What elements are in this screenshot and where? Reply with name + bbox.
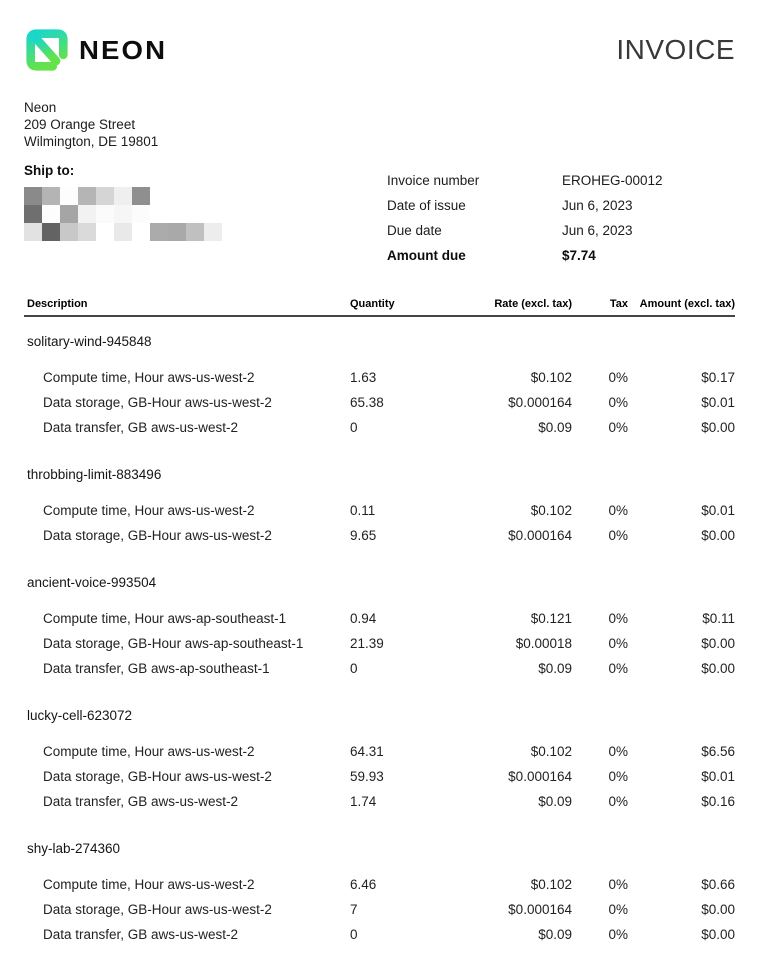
company-name: Neon [24,100,57,115]
cell-quantity: 21.39 [350,636,384,651]
redacted-pixel [204,205,222,223]
cell-quantity: 0 [350,420,358,435]
redacted-pixel [186,223,204,241]
cell-description: Compute time, Hour aws-us-west-2 [43,877,255,892]
cell-tax: 0% [608,744,628,759]
redacted-pixel [222,187,240,205]
meta-value: $7.74 [562,248,596,263]
project-group [24,841,735,947]
cell-quantity: 0 [350,927,358,942]
cell-quantity: 59.93 [350,769,384,784]
cell-amount: $6.56 [701,744,735,759]
meta-label: Amount due [387,248,466,263]
cell-tax: 0% [608,370,628,385]
redacted-pixel [204,223,222,241]
redacted-pixel [60,187,78,205]
redacted-pixel [114,187,132,205]
invoice-header [24,0,735,74]
meta-label: Invoice number [387,173,480,188]
cell-description: Data storage, GB-Hour aws-ap-southeast-1 [43,636,304,651]
cell-description: Compute time, Hour aws-us-west-2 [43,370,255,385]
header-quantity: Quantity [350,298,395,310]
ship-to-label: Ship to: [24,163,75,178]
cell-tax: 0% [608,528,628,543]
redacted-pixel [42,187,60,205]
redacted-pixel [24,205,42,223]
redacted-pixel [42,205,60,223]
cell-quantity: 65.38 [350,395,384,410]
project-group [24,334,735,440]
project-group-name: solitary-wind-945848 [27,334,152,349]
cell-quantity: 1.63 [350,370,377,385]
cell-quantity: 9.65 [350,528,377,543]
brand [24,27,168,73]
cell-rate: $0.102 [530,877,572,892]
cell-rate: $0.102 [530,744,572,759]
cell-rate: $0.09 [538,420,572,435]
project-group-name: throbbing-limit-883496 [27,467,162,482]
meta-value: Jun 6, 2023 [562,223,633,238]
table-row [24,656,735,681]
cell-tax: 0% [608,661,628,676]
redacted-pixel [168,205,186,223]
ship-and-meta-section [24,163,735,269]
cell-rate: $0.000164 [508,902,572,917]
cell-amount: $0.00 [701,420,735,435]
redacted-pixel [42,223,60,241]
redacted-pixel [60,205,78,223]
cell-rate: $0.09 [538,794,572,809]
redacted-pixel [78,223,96,241]
cell-tax: 0% [608,927,628,942]
redacted-pixel [222,223,240,241]
table-header-row [24,298,735,310]
redacted-pixel [24,223,42,241]
cell-description: Data storage, GB-Hour aws-us-west-2 [43,528,272,543]
redacted-pixel [114,205,132,223]
cell-description: Data storage, GB-Hour aws-us-west-2 [43,769,272,784]
neon-logo-icon [24,27,70,73]
cell-amount: $0.00 [701,902,735,917]
cell-amount: $0.00 [701,661,735,676]
meta-label: Date of issue [387,198,466,213]
table-row [24,631,735,656]
project-group-name: lucky-cell-623072 [27,708,133,723]
redacted-pixel [96,223,114,241]
cell-amount: $0.01 [701,503,735,518]
cell-rate: $0.09 [538,661,572,676]
redacted-pixel [186,205,204,223]
page-title: INVOICE [616,34,735,65]
table-row [24,498,735,523]
cell-amount: $0.01 [701,395,735,410]
table-row [24,922,735,947]
redacted-pixel [78,205,96,223]
redacted-pixel [168,223,186,241]
redacted-pixel [150,205,168,223]
table-row [24,872,735,897]
cell-quantity: 64.31 [350,744,384,759]
cell-tax: 0% [608,769,628,784]
redacted-pixel [60,223,78,241]
cell-rate: $0.000164 [508,528,572,543]
invoice-groups [24,334,735,947]
cell-description: Data storage, GB-Hour aws-us-west-2 [43,902,272,917]
cell-tax: 0% [608,611,628,626]
cell-rate: $0.102 [530,370,572,385]
redacted-pixel [96,187,114,205]
cell-amount: $0.16 [701,794,735,809]
cell-tax: 0% [608,794,628,809]
cell-tax: 0% [608,902,628,917]
cell-amount: $0.66 [701,877,735,892]
redacted-pixel [168,187,186,205]
cell-rate: $0.09 [538,927,572,942]
table-row [24,897,735,922]
redacted-pixel [78,187,96,205]
header-description: Description [27,298,88,310]
cell-description: Data storage, GB-Hour aws-us-west-2 [43,395,272,410]
redacted-pixel [150,187,168,205]
redacted-pixel [114,223,132,241]
project-group [24,575,735,681]
cell-tax: 0% [608,636,628,651]
header-rate: Rate (excl. tax) [494,298,572,310]
cell-tax: 0% [608,420,628,435]
meta-label: Due date [387,223,442,238]
cell-amount: $0.17 [701,370,735,385]
cell-rate: $0.121 [530,611,572,626]
redacted-pixel [96,205,114,223]
invoice-meta [387,168,735,268]
cell-description: Compute time, Hour aws-ap-southeast-1 [43,611,287,626]
table-row [24,739,735,764]
table-row [24,415,735,440]
cell-rate: $0.000164 [508,395,572,410]
redacted-pixel [150,223,168,241]
project-group [24,467,735,548]
cell-description: Data transfer, GB aws-us-west-2 [43,794,239,809]
table-row [24,523,735,548]
cell-quantity: 0.11 [350,503,376,518]
cell-quantity: 6.46 [350,877,377,892]
cell-tax: 0% [608,877,628,892]
redacted-pixel [222,205,240,223]
redacted-pixel [132,223,150,241]
project-group-name: ancient-voice-993504 [27,575,157,590]
cell-description: Data transfer, GB aws-ap-southeast-1 [43,661,270,676]
table-row [24,764,735,789]
meta-row [387,218,735,243]
company-city: Wilmington, DE 19801 [24,134,159,149]
brand-wordmark: NEON [79,34,168,65]
redacted-pixel [132,187,150,205]
cell-tax: 0% [608,503,628,518]
table-row [24,789,735,814]
cell-rate: $0.102 [530,503,572,518]
cell-tax: 0% [608,395,628,410]
redacted-pixel [132,205,150,223]
cell-quantity: 0 [350,661,358,676]
header-divider [24,315,735,317]
cell-rate: $0.000164 [508,769,572,784]
cell-description: Compute time, Hour aws-us-west-2 [43,744,255,759]
cell-description: Data transfer, GB aws-us-west-2 [43,927,239,942]
cell-amount: $0.00 [701,636,735,651]
meta-value: EROHEG-00012 [562,173,663,188]
cell-quantity: 0.94 [350,611,377,626]
meta-row [387,193,735,218]
table-row [24,390,735,415]
invoice-table [24,298,735,947]
project-group-name: shy-lab-274360 [27,841,121,856]
redacted-pixel [24,187,42,205]
meta-row [387,168,735,193]
cell-quantity: 7 [350,902,358,917]
redacted-pixel [186,187,204,205]
cell-description: Data transfer, GB aws-us-west-2 [43,420,239,435]
redacted-pixel [204,187,222,205]
cell-amount: $0.11 [702,611,735,626]
cell-quantity: 1.74 [350,794,377,809]
cell-amount: $0.01 [701,769,735,784]
company-address [24,99,735,150]
cell-amount: $0.00 [701,927,735,942]
meta-value: Jun 6, 2023 [562,198,633,213]
cell-rate: $0.00018 [515,636,572,651]
header-tax: Tax [609,298,628,310]
project-group [24,708,735,814]
cell-description: Compute time, Hour aws-us-west-2 [43,503,255,518]
meta-row [387,243,735,268]
table-row [24,606,735,631]
company-street: 209 Orange Street [24,117,136,132]
header-amount: Amount (excl. tax) [639,298,735,310]
cell-amount: $0.00 [701,528,735,543]
table-row [24,365,735,390]
